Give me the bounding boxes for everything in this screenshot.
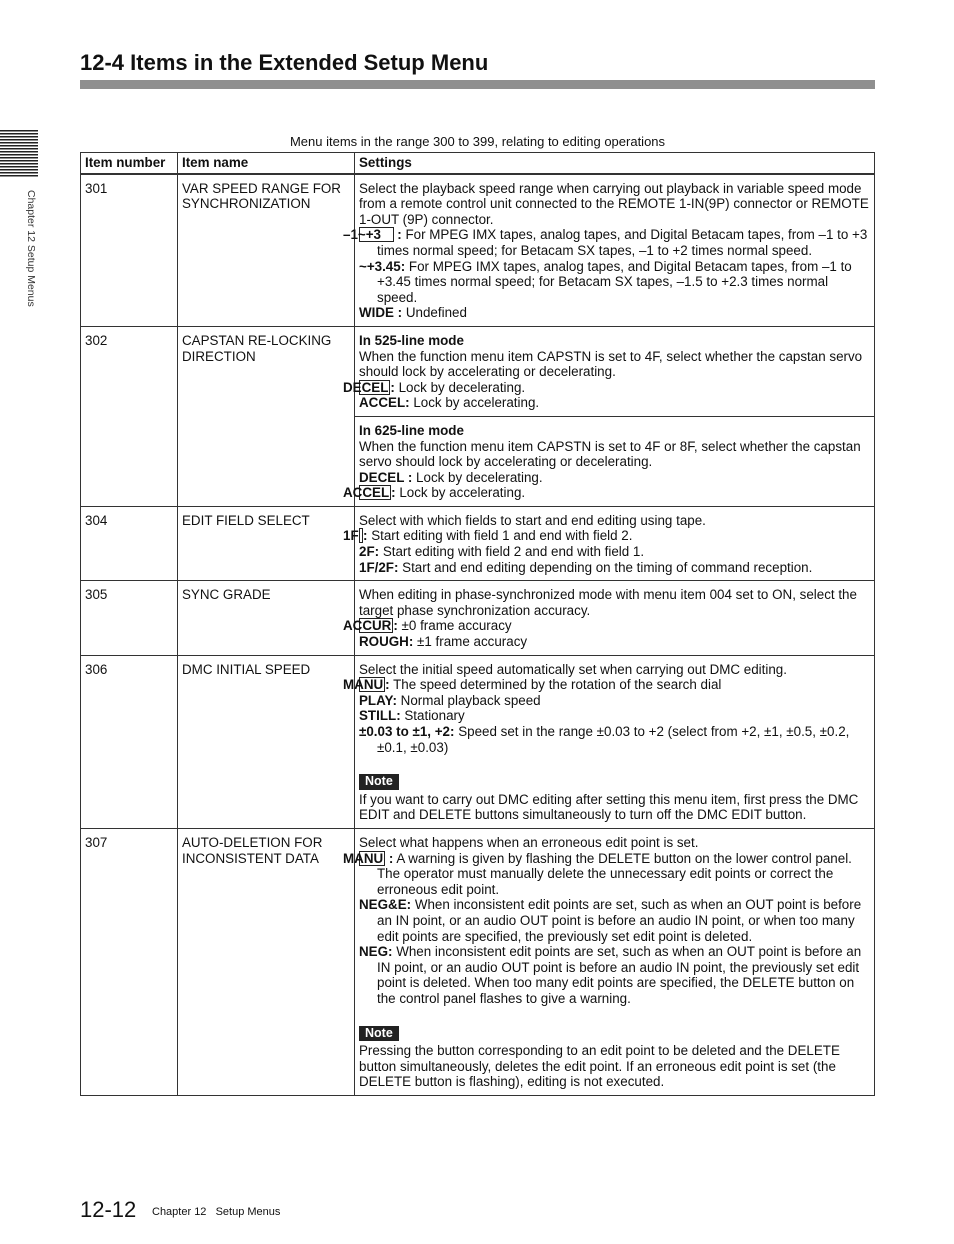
chapter-tab-label: Chapter 12 Setup Menus — [25, 190, 37, 307]
settings-intro: When the function menu item CAPSTN is set to 4F or 8F, select whether the capstan servo should lock by accelerating or decelerating. — [359, 438, 861, 470]
setting-option: WIDE : Undefined — [359, 305, 467, 321]
setting-option: ~+3.45: For MPEG IMX tapes, analog tapes, and Digital Betacam tapes, from –1 to +3.45 times normal speed; for Betacam SX tapes, –1.5 to +2.3 times normal speed. — [359, 258, 852, 305]
item-settings — [343, 828, 875, 1095]
option-key: NEG: — [359, 944, 393, 960]
default-option-key: MANU — [343, 850, 384, 866]
section-title: 12-4 Items in the Extended Setup Menu — [80, 50, 489, 75]
item-name: DMC INITIAL SPEED — [178, 655, 355, 828]
option-key: ~+3.45: — [359, 258, 406, 274]
default-option-key: ACCEL — [343, 485, 390, 501]
note-label: Note — [359, 1026, 399, 1042]
item-settings — [343, 655, 875, 828]
option-key: NEG&E: — [359, 897, 412, 913]
item-name: CAPSTAN RE-LOCKING DIRECTION — [178, 326, 355, 506]
setting-option: ROUGH: ±1 frame accuracy — [359, 634, 528, 650]
item-settings-525 — [343, 326, 875, 416]
settings-intro: When editing in phase-synchronized mode with menu item 004 set to ON, select the target phase synchronization accuracy. — [359, 587, 857, 618]
item-name: SYNC GRADE — [178, 581, 355, 655]
setting-option: NEG&E: When inconsistent edit points are set, such as when an OUT point is before an IN point, or an audio OUT point is before an audio IN point, or when too many edit points are specified, the previously set edit point is deleted. — [359, 897, 862, 944]
setting-option: MANU : A warning is given by flashing the DELETE button on the lower control panel. — [343, 850, 852, 866]
item-number: 305 — [81, 581, 178, 655]
item-name: VAR SPEED RANGE FOR SYNCHRONIZATION — [178, 174, 355, 327]
setting-option: MANU : The speed determined by the rotation of the search dial — [343, 677, 722, 693]
setting-option: 2F: Start editing with field 2 and end with field 1. — [359, 544, 645, 560]
table-row-304 — [81, 506, 875, 580]
mode-heading: In 625-line mode — [359, 422, 464, 438]
option-key: PLAY: — [359, 692, 397, 708]
setting-option: 1F : Start editing with field 1 and end with field 2. — [343, 528, 633, 544]
setting-option: 1F/2F: Start and end editing depending on the timing of command reception. — [359, 559, 813, 575]
option-key: ACCEL: — [359, 395, 410, 411]
settings-intro: Select the initial speed automatically set when carrying out DMC editing. — [359, 661, 787, 677]
table-row-305 — [81, 581, 875, 655]
option-key: ROUGH: — [359, 634, 414, 650]
item-settings — [343, 174, 875, 327]
option-key: 1F/2F: — [359, 559, 399, 575]
item-settings-625 — [343, 416, 875, 506]
setting-option: –1~+3 : For MPEG IMX tapes, analog tapes, and Digital Betacam tapes, from –1 to +3 times normal speed; for Betacam SX tapes, –1 to +2 times normal speed. — [343, 227, 868, 258]
item-name: EDIT FIELD SELECT — [178, 506, 355, 580]
option-key: 2F: — [359, 544, 380, 560]
chapter-tab-marker — [0, 130, 38, 178]
item-number: 302 — [81, 326, 178, 506]
table-row-307 — [81, 828, 875, 1095]
setting-option: ±0.03 to ±1, +2: Speed set in the range ±0.03 to +2 (select from +2, ±1, ±0.5, ±0.2, ±0.1, ±0.03) — [359, 724, 850, 755]
setting-option: NEG: When inconsistent edit points are set, such as when an OUT point is before an IN point, or an audio OUT point is before an audio IN point, the previously set edit point is deleted. When too many edit points are specified, the DELETE button on the control panel flashes to give a warning. — [359, 944, 862, 1006]
table-caption: Menu items in the range 300 to 399, relating to editing operations — [289, 134, 666, 149]
option-key: DECEL : — [359, 469, 413, 485]
settings-intro: When the function menu item CAPSTN is set to 4F, select whether the capstan servo should lock by accelerating or decelerating. — [359, 348, 863, 380]
mode-heading: In 525-line mode — [359, 332, 464, 348]
setting-option: DECEL : Lock by decelerating. — [343, 379, 526, 395]
column-header-item-number: Item number — [81, 153, 178, 174]
option-key: ±0.03 to ±1, +2: — [359, 724, 455, 739]
default-option-key: ACCUR — [343, 618, 392, 634]
default-option-key: MANU — [343, 677, 384, 693]
column-header-settings: Settings — [355, 153, 875, 174]
item-number: 307 — [81, 828, 178, 1095]
item-number: 304 — [81, 506, 178, 580]
menu-items-table — [80, 152, 875, 1096]
default-option-key: –1~+3 — [359, 227, 394, 242]
footer-chapter: Chapter 12 Setup Menus — [152, 1206, 281, 1218]
title-rule — [80, 80, 875, 89]
table-row-306 — [81, 655, 875, 828]
settings-intro: Select the playback speed range when carrying out playback in variable speed mode from a remote control unit connected to the REMOTE 1-IN(9P) connector or REMOTE 1-OUT (9P) connector. — [359, 180, 869, 227]
setting-option: ACCUR : ±0 frame accuracy — [343, 618, 512, 634]
table-row-301 — [81, 174, 875, 327]
setting-option-continued: The operator must manually delete the unnecessary edit points or correct the erroneous edit point. — [377, 866, 834, 897]
setting-option: ACCEL : Lock by accelerating. — [343, 485, 526, 501]
page-number: 12-12 — [80, 1197, 137, 1222]
setting-option: PLAY: Normal playback speed — [359, 692, 541, 708]
column-header-item-name: Item name — [178, 153, 355, 174]
option-key: WIDE : — [359, 305, 403, 321]
table-row-302 — [81, 326, 875, 416]
note-label: Note — [359, 774, 399, 790]
default-option-key: 1F — [359, 528, 363, 543]
settings-intro: Select what happens when an erroneous edit point is set. — [359, 834, 699, 850]
setting-option: ACCEL: Lock by accelerating. — [359, 395, 540, 411]
item-name: AUTO-DELETION FOR INCONSISTENT DATA — [178, 828, 355, 1095]
item-settings — [343, 506, 875, 580]
note-text: If you want to carry out DMC editing after setting this menu item, first press the DMC EDIT and DELETE buttons simultaneously to turn off the DMC EDIT button. — [359, 791, 859, 823]
default-option-key: DECEL — [343, 379, 389, 395]
table-header-row — [81, 153, 875, 174]
item-number: 301 — [81, 174, 178, 327]
setting-option: STILL: Stationary — [359, 708, 465, 724]
setting-option: DECEL : Lock by decelerating. — [359, 469, 543, 485]
item-settings — [343, 581, 875, 655]
settings-intro: Select with which fields to start and end editing using tape. — [359, 512, 706, 528]
note-text: Pressing the button corresponding to an edit point to be deleted and the DELETE button simultaneously, deletes the edit point. If an erroneous edit point is set (the DELETE button is flashing), editing is not executed. — [359, 1043, 840, 1090]
option-key: STILL: — [359, 708, 401, 724]
item-number: 306 — [81, 655, 178, 828]
